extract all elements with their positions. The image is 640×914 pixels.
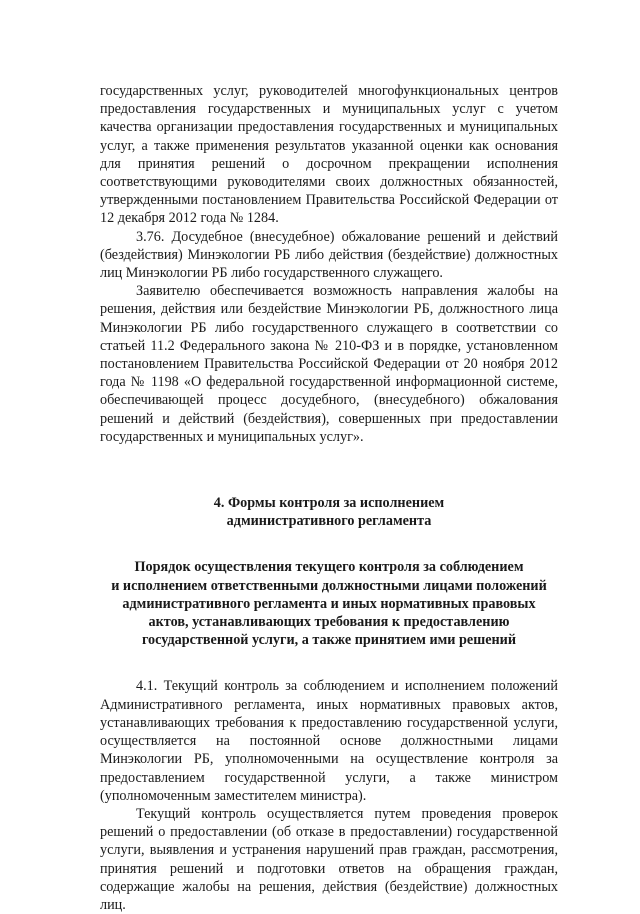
section-heading (100, 494, 558, 530)
section-heading-line-2: административного регламента (226, 513, 432, 530)
sub-heading-line-1: Порядок осуществления текущего контроля за соблюдением (134, 559, 524, 576)
sub-heading-line-2: и исполнением ответственными должностными лицами положений (111, 577, 547, 594)
paragraph-continuation: государственных услуг, руководителей многофункциональных центров предоставления государственных и муниципальных услуг с учетом качества организации предоставления государственных и муниципальных услуг, а также применения результатов указанной оценки как основания для принятия решений о досрочном прекращении исполнения соответствующими руководителями своих должностных обязанностей, утвержденными постановлением Правительства Российской Федерации от 12 декабря 2012 года № 1284. (100, 83, 558, 227)
sub-heading-line-4: актов, устанавливающих требования к предоставлению (148, 614, 510, 631)
section-heading-line-1: 4. Формы контроля за исполнением (213, 495, 445, 512)
paragraph-3-76: 3.76. Досудебное (внесудебное) обжалование решений и действий (бездействия) Минэкологии РБ либо действия (бездействие) должностных лиц Минэкологии РБ либо государственного служащего. (100, 228, 558, 282)
sub-heading-line-3: административного регламента и иных нормативных правовых (122, 595, 536, 612)
paragraph-current-control: Текущий контроль осуществляется путем проведения проверок решений о предоставлении (об отказе в предоставлении) государственной услуги, выявления и устранения нарушений прав граждан, рассмотрения, принятия решений и подготовки ответов на обращения граждан, содержащие жалобы на решения, действия (бездействие) должностных лиц. (100, 805, 558, 913)
paragraph-complaint: Заявителю обеспечивается возможность направления жалобы на решения, действия или бездействие Минэкологии РБ, должностного лица Минэкологии РБ либо государственного служащего в соответствии со статьей 11.2 Федерального закона № 210-ФЗ и в порядке, установленном постановлением Правительства Российской Федерации от 20 ноября 2012 года № 1198 «О федеральной государственной информационной системе, обеспечивающей процесс досудебного, (внесудебного) обжалования решений и действий (бездействия), совершенных при предоставлении государственных и муниципальных услуг». (100, 283, 558, 445)
sub-heading-line-5: государственной услуги, а также принятием ими решений (141, 632, 517, 649)
paragraph-4-1: 4.1. Текущий контроль за соблюдением и исполнением положений Административного регламента, иных нормативных правовых актов, устанавливающих требования к предоставлению государственной услуги, осуществляется на постоянной основе должностными лицами Минэкологии РБ, уполномоченными на осуществление контроля за предоставлением государственной услуги, а также министром (уполномоченным заместителем министра). (100, 678, 558, 804)
sub-heading (100, 558, 558, 649)
